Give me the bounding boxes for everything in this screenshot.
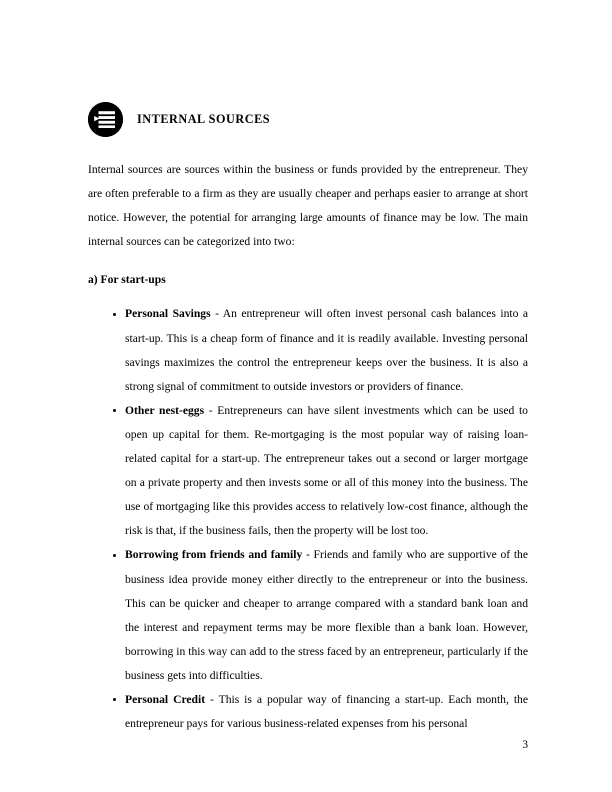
list-item-separator: -	[302, 548, 314, 562]
stacked-lines-circle-icon	[88, 102, 123, 137]
list-item-text: This is a popular way of financing a start-up. Each month, the entrepreneur pays for various business-related expenses from his personal	[125, 692, 528, 731]
page-number: 3	[522, 739, 528, 751]
list-item	[88, 688, 528, 736]
page-title: INTERNAL SOURCES	[137, 112, 271, 127]
document-body	[88, 158, 528, 736]
list-item-lead: Personal Savings	[125, 307, 211, 321]
list-item-lead: Personal Credit	[125, 692, 206, 706]
bullet-dot-icon	[113, 554, 116, 557]
list-item-text: Friends and family who are supportive of the business idea provide money either directly to the entrepreneur or into the business. This can be quicker and cheaper to arrange compared with a standard bank loan and the interest and repayment terms may be more flexible than a bank loan. However, borrowing in this way can add to the stress faced by an entrepreneur, particularly if the business gets into difficulties.	[125, 548, 528, 682]
list-item-separator: -	[210, 307, 223, 321]
list-item	[88, 543, 528, 688]
list-item	[88, 399, 528, 544]
bullet-dot-icon	[113, 409, 116, 412]
list-item-text: An entrepreneur will often invest personal cash balances into a start-up. This is a cheap form of finance and it is readily available. Investing personal savings maximizes the control the entrepreneur keeps over the business. It is also a strong signal of commitment to outside investors or providers of finance.	[125, 307, 528, 393]
list-item-separator: -	[205, 692, 219, 706]
section-heading	[88, 102, 528, 137]
list-item-separator: -	[204, 403, 218, 417]
intro-paragraph: Internal sources are sources within the business or funds provided by the entrepreneur. They are often preferable to a firm as they are usually cheaper and perhaps easier to arrange at short notice. However, the potential for arranging large amounts of finance may be low. The main internal sources can be categorized into two:	[88, 163, 528, 249]
list-item-lead: Borrowing from friends and family	[125, 548, 303, 562]
subheading-for-start-ups: a) For start-ups	[88, 273, 166, 287]
bullet-dot-icon	[113, 698, 116, 701]
bullet-dot-icon	[113, 313, 116, 316]
list-item	[88, 302, 528, 398]
list-item-lead: Other nest-eggs	[125, 403, 205, 417]
bullet-list	[88, 292, 528, 736]
list-item-text: Entrepreneurs can have silent investments which can be used to open up capital for them. Re-mortgaging is the most popular way of raising loan-related capital for a start-up. The entrepreneur takes out a second or larger mortgage on a private property and then invests some or all of this money into the business. The use of mortgaging like this provides access to relatively low-cost finance, although the risk is that, if the business fails, then the property will be lost too.	[125, 403, 528, 538]
